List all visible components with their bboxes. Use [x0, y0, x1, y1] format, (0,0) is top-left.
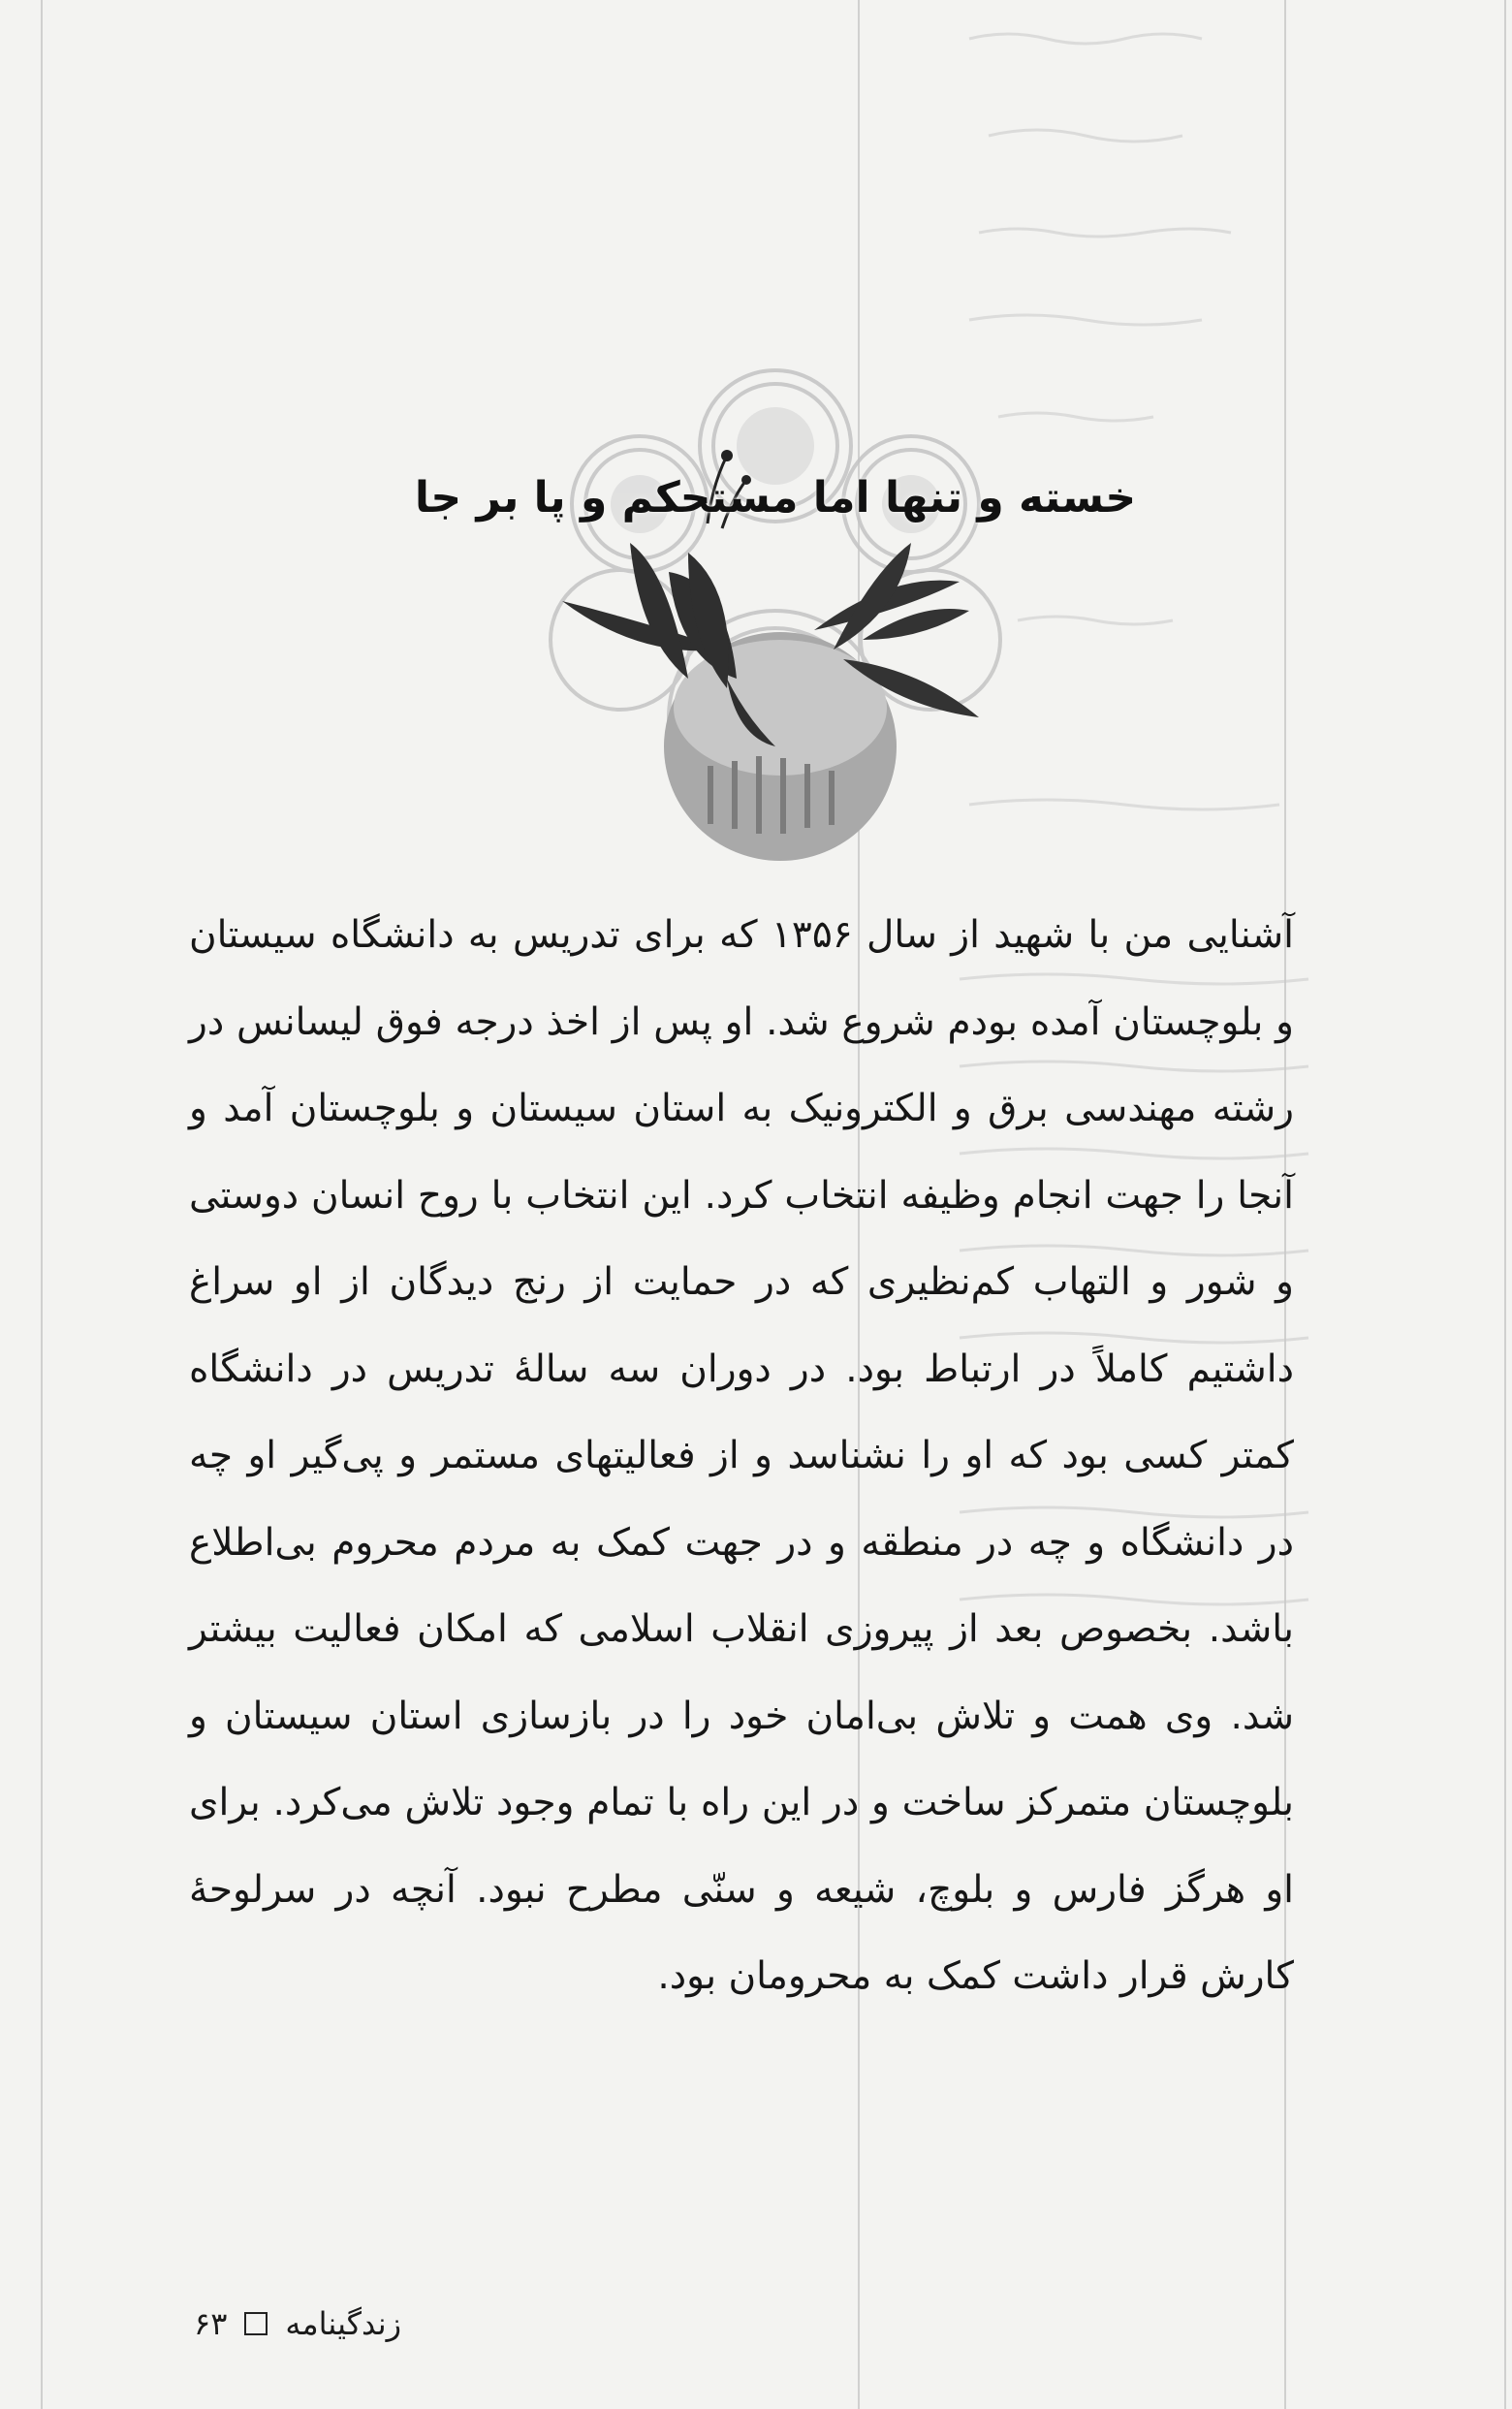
footer-page-number: ۶۳: [194, 2305, 228, 2342]
chapter-title: خسته و تنها اما مستحکم و پا بر جا: [414, 473, 1137, 523]
body-paragraph: آشنایی من با شهید از سال ۱۳۵۶ که برای تدریس به دانشگاه سیستان و بلوچستان آمده بودم شروع شد. او پس از اخذ درجه فوق لیسانس در رشته مهندسی برق و الکترونیک به استان سیستان و بلوچستان آمد و آنجا را جهت انجام وظیفه انتخاب کرد. این انتخاب با روح انسان دوستی و شور و التهاب کم‌نظیری که در حمایت از رنج دیدگان از او سراغ داشتیم کاملاً در ارتباط بود. در دوران سه سالهٔ تدریس در دانشگاه کمتر کسی بود که او را نشناسد و از فعالیتهای مستمر و پی‌گیر او چه در دانشگاه و چه در منطقه و در جهت کمک به مردم محروم بی‌اطلاع باشد. بخصوص بعد از پیروزی انقلاب اسلامی که امکان فعالیت بیشتر شد. وی همت و تلاش بی‌امان خود را در بازسازی استان سیستان و بلوچستان متمرکز ساخت و در این راه با تمام وجود تلاش می‌کرد. برای او هرگز فارس و بلوچ، شیعه و سنّی مطرح نبود. آنچه در سرلوحهٔ کارش قرار داشت کمک به محرومان بود.: [189, 913, 1294, 1998]
footer-separator-box-icon: [244, 2312, 268, 2335]
chapter-header-ornament: [523, 359, 1027, 863]
scan-edge-line-far-right: [1504, 0, 1506, 2409]
footer-section-title: زندگینامه: [285, 2305, 402, 2342]
page-footer: [194, 2305, 401, 2342]
scan-edge-line-left: [41, 0, 43, 2409]
